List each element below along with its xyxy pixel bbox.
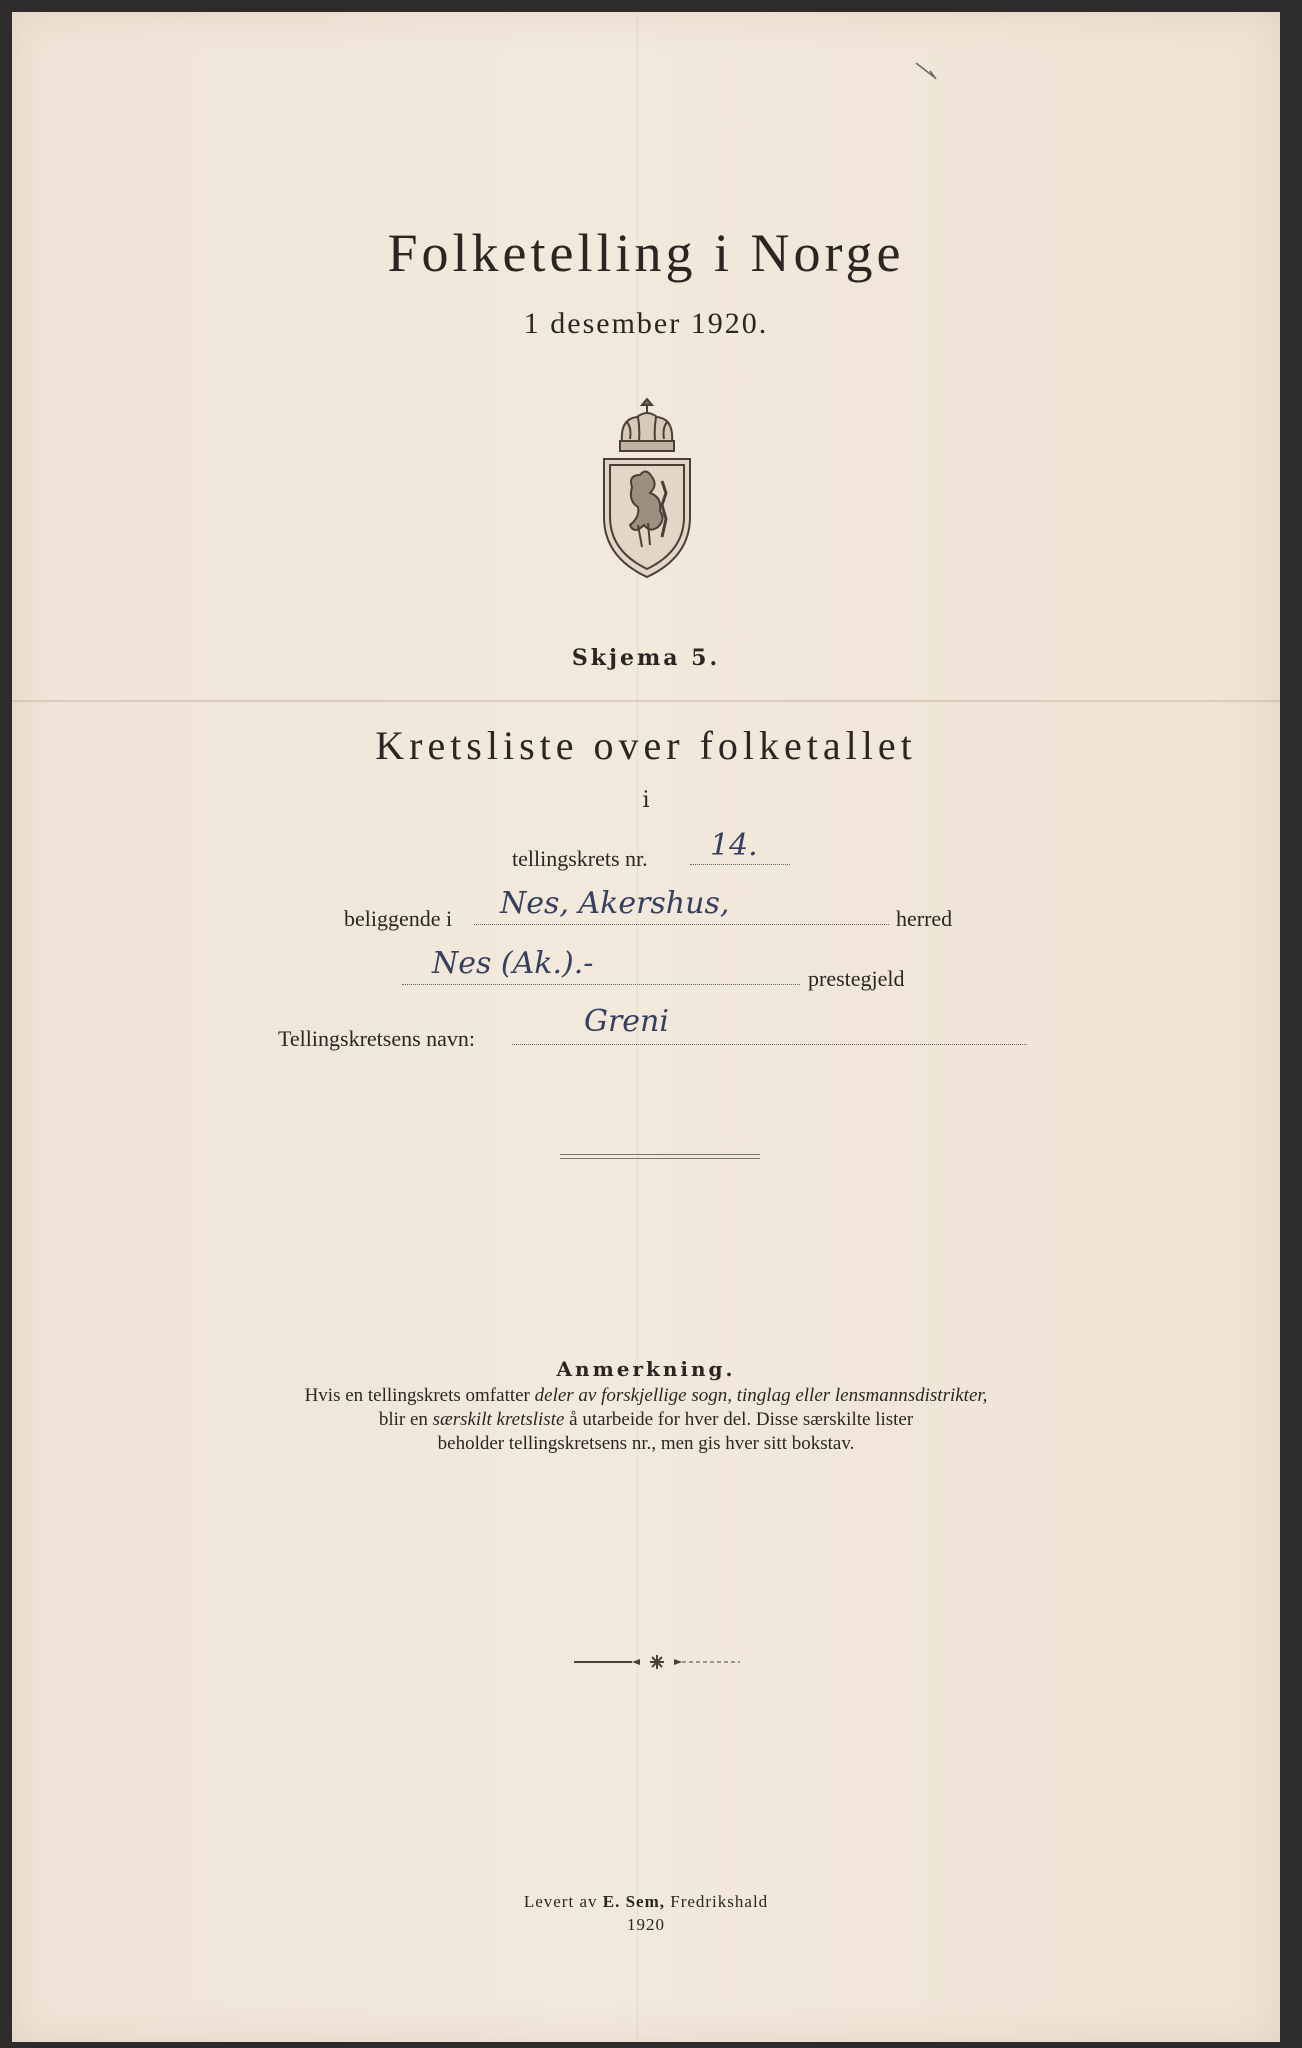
- note-line-2-suffix: å utarbeide for hver del. Disse særskilte lister: [564, 1409, 914, 1430]
- district-number-field[interactable]: [690, 830, 790, 865]
- printer-year: 1920: [627, 1915, 665, 1934]
- printer-credit: [12, 1892, 1280, 1912]
- paper-fold: [12, 700, 1280, 702]
- parish-value: Nes (Ak.).-: [432, 946, 594, 981]
- note-line-2: [12, 1408, 1280, 1432]
- located-in-field[interactable]: [474, 886, 889, 925]
- printer-name: E. Sem,: [602, 1892, 665, 1911]
- printer-city: Fredrikshald: [664, 1892, 769, 1911]
- document-date: 1 desember 1920.: [523, 307, 769, 340]
- note-title: Anmerkning.: [556, 1357, 736, 1381]
- district-name-value: Greni: [584, 1004, 669, 1039]
- note-line-1-italic: deler av forskjellige sogn, tinglag eller lensmannsdistrikter,: [534, 1385, 988, 1406]
- note-line-2-text: blir en: [378, 1409, 433, 1430]
- note-line-1-text: Hvis en tellingskrets omfatter: [304, 1385, 535, 1406]
- note-line-2-italic: særskilt kretsliste: [432, 1409, 565, 1430]
- district-number-label: tellingskrets nr.: [512, 846, 648, 871]
- form-heading: Kretsliste over folketallet: [375, 723, 917, 768]
- census-form-page: [12, 12, 1280, 2042]
- located-in-label: beliggende i: [344, 906, 453, 931]
- separator-line: [560, 1154, 760, 1159]
- note-line-1: [12, 1384, 1280, 1408]
- prestegjeld-label: prestegjeld: [808, 966, 905, 991]
- ornament-divider-icon: [572, 1652, 742, 1672]
- herred-label: herred: [896, 906, 953, 931]
- located-in-value: Nes, Akershus,: [500, 886, 730, 921]
- norwegian-coat-of-arms-icon: [592, 397, 702, 582]
- document-title: Folketelling i Norge: [387, 223, 905, 283]
- district-name-label: Tellingskretsens navn:: [278, 1026, 476, 1051]
- parish-field[interactable]: [402, 946, 800, 985]
- district-number-value: 14.: [710, 828, 758, 863]
- printer-prefix: Levert av: [523, 1892, 603, 1911]
- note-line-3: beholder tellingskretsens nr., men gis hver sitt bokstav.: [437, 1433, 855, 1454]
- pencil-mark-icon: [912, 57, 952, 87]
- schema-number: Skjema 5.: [571, 645, 721, 671]
- district-name-field[interactable]: [512, 1004, 1027, 1045]
- connector-word: i: [642, 788, 650, 813]
